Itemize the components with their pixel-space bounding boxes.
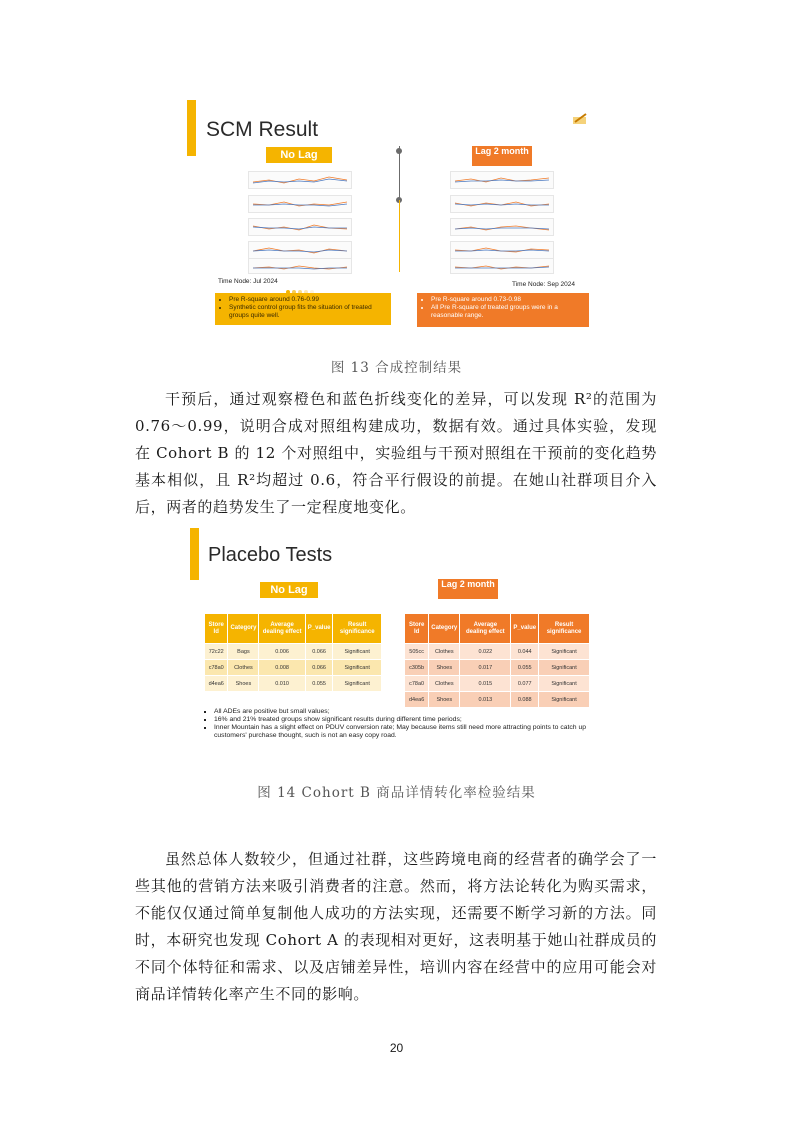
accent-bar	[187, 100, 196, 156]
synthetic-control-chart	[248, 195, 352, 213]
summary-bullet: • Pre R-square around 0.76-0.99	[229, 296, 387, 304]
note-item: ▪ Inner Mountain has a slight effect on PDUV conversion rate; May because items still need more attracting points to catch up customers' purchase thought, such is not an easy copy road.	[214, 724, 594, 740]
table-cell: 0.013	[460, 692, 511, 708]
table-row	[205, 644, 382, 660]
table-cell: d4ea6	[205, 676, 228, 692]
slide-title: Placebo Tests	[208, 544, 333, 566]
figure-13-slide	[180, 96, 610, 336]
column-header: Average dealing effect	[460, 614, 511, 644]
time-node-right: Time Node: Sep 2024	[512, 281, 575, 288]
table-cell: Shoes	[429, 692, 460, 708]
table-cell: Significant	[539, 644, 590, 660]
paragraph-text: 干预后，通过观察橙色和蓝色折线变化的差异，可以发现 R²的范围为 0.76～0.99，说明合成对照组构建成功，数据有效。通过具体实验，发现在 Cohort B 的 12 个对照组中，实验组与干预对照组在干预前的变化趋势基本相似，且 R²均超过 0.6，符合平行假设的前提。在她山社群项目介入后，两者的趋势发生了一定程度地变化。	[135, 390, 657, 516]
table-cell: Shoes	[429, 660, 460, 676]
column-header: Store Id	[205, 614, 228, 644]
table-row	[405, 676, 590, 692]
divider-dot	[396, 148, 402, 154]
table-cell: Significant	[539, 660, 590, 676]
table-cell: Significant	[539, 692, 590, 708]
table-cell: 505cc	[405, 644, 429, 660]
column-header: Store Id	[405, 614, 429, 644]
left-summary-box	[215, 293, 391, 325]
no-lag-tag: No Lag	[266, 147, 332, 163]
table-row	[405, 644, 590, 660]
no-lag-tag: No Lag	[260, 582, 318, 598]
table-cell: 0.077	[511, 676, 539, 692]
table-cell: 0.055	[305, 676, 333, 692]
table-cell: 0.044	[511, 644, 539, 660]
table-cell: 0.066	[305, 644, 333, 660]
figure-14-caption: 图 14 Cohort B 商品详情转化率检验结果	[257, 785, 536, 801]
synthetic-control-chart	[450, 195, 554, 213]
placebo-notes	[204, 708, 594, 740]
table-cell: 0.066	[305, 660, 333, 676]
column-header: P_value	[305, 614, 333, 644]
table-row	[405, 660, 590, 676]
table-cell: c78a0	[205, 660, 228, 676]
placebo-table-no-lag	[204, 613, 382, 692]
table-cell: Clothes	[429, 676, 460, 692]
table-cell: Significant	[539, 676, 590, 692]
table-cell: 0.008	[259, 660, 305, 676]
accent-bar	[190, 528, 199, 580]
table-cell: Significant	[333, 644, 382, 660]
lag-2-month-tag: Lag 2 month	[438, 579, 498, 599]
synthetic-control-chart	[450, 171, 554, 189]
column-header: Category	[228, 614, 259, 644]
table-cell: 0.088	[511, 692, 539, 708]
right-summary-box	[417, 293, 589, 327]
note-item: ▪ 16% and 21% treated groups show significant results during different time periods;	[214, 716, 594, 724]
table-cell: 0.055	[511, 660, 539, 676]
summary-bullet: • Pre R-square around 0.73-0.98	[431, 296, 585, 304]
pencil-note-icon	[572, 110, 588, 120]
synthetic-control-chart	[248, 258, 352, 274]
paragraph-1	[135, 386, 657, 521]
table-row	[405, 692, 590, 708]
table-cell: Shoes	[228, 676, 259, 692]
paragraph-text: 虽然总体人数较少，但通过社群，这些跨境电商的经营者的确学会了一些其他的营销方法来吸引消费者的注意。然而，将方法论转化为购买需求，不能仅仅通过简单复制他人成功的方法实现，还需要不断学习新的方法。同时，本研究也发现 Cohort A 的表现相对更好，这表明基于她山社群成员的不同个体特征和需求、以及店铺差异性，培训内容在经营中的应用可能会对商品详情转化率产生不同的影响。	[135, 850, 657, 1003]
divider-accent	[399, 200, 400, 272]
table-cell: 0.006	[259, 644, 305, 660]
synthetic-control-chart	[248, 218, 352, 236]
table-cell: Significant	[333, 660, 382, 676]
summary-bullet: • All Pre R-square of treated groups were in a reasonable range.	[431, 304, 585, 320]
table-cell: Clothes	[228, 660, 259, 676]
placebo-table-lag-2-month	[404, 613, 590, 708]
synthetic-control-chart	[450, 241, 554, 259]
figure-13-caption: 图 13 合成控制结果	[330, 360, 463, 376]
column-header: Result significance	[333, 614, 382, 644]
page-number: 20	[389, 1041, 404, 1055]
table-cell: c78a0	[405, 676, 429, 692]
table-cell: 0.015	[460, 676, 511, 692]
table-cell: 0.017	[460, 660, 511, 676]
table-cell: Clothes	[429, 644, 460, 660]
lag-2-month-tag: Lag 2 month	[472, 146, 532, 166]
slide-title: SCM Result	[206, 118, 319, 141]
column-header: Average dealing effect	[259, 614, 305, 644]
synthetic-control-chart	[450, 218, 554, 236]
table-cell: d4ea6	[405, 692, 429, 708]
table-cell: c305b	[405, 660, 429, 676]
table-cell: Bags	[228, 644, 259, 660]
paragraph-2	[135, 846, 657, 1008]
summary-bullet: • Synthetic control group fits the situation of treated groups quite well.	[229, 304, 387, 320]
table-cell: 0.022	[460, 644, 511, 660]
time-node-left: Time Node: Jul 2024	[218, 278, 278, 285]
column-header: Category	[429, 614, 460, 644]
table-cell: 0.010	[259, 676, 305, 692]
note-item: ▪ All ADEs are positive but small values;	[214, 708, 594, 716]
synthetic-control-chart	[450, 258, 554, 274]
figure-14-slide	[190, 528, 610, 750]
table-cell: 72c22	[205, 644, 228, 660]
column-header: P_value	[511, 614, 539, 644]
synthetic-control-chart	[248, 171, 352, 189]
table-row	[205, 676, 382, 692]
table-cell: Significant	[333, 676, 382, 692]
synthetic-control-chart	[248, 241, 352, 259]
table-row	[205, 660, 382, 676]
column-header: Result significance	[539, 614, 590, 644]
